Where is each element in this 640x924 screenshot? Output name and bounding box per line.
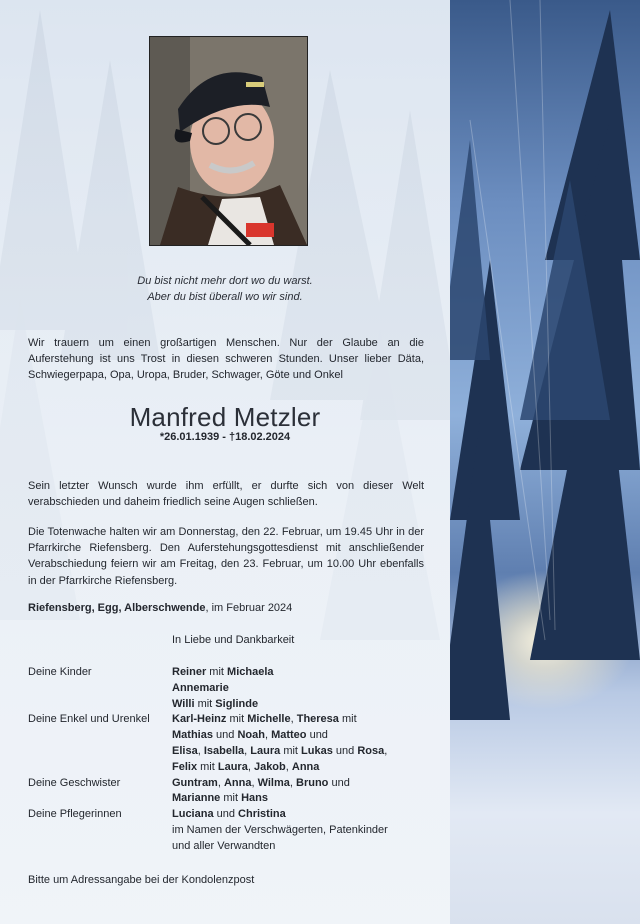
forest-image [450,0,640,924]
family-member-name: Elisa [172,745,198,757]
family-connector: , [285,760,292,773]
family-member-name: Willi [172,697,195,710]
date-text: , im Februar 2024 [205,602,293,614]
family-line [172,777,350,789]
family-connector: mit [220,792,242,805]
family-member-name: Theresa [296,713,339,726]
family-member-name: Reiner [172,666,207,678]
life-dates: *26.01.1939 - †18.02.2024 [159,431,291,443]
family-group-label: Deine Enkel und Urenkel [28,713,150,726]
forest-trees [450,0,640,924]
family-line [172,761,319,773]
family-connector: und [332,745,358,757]
family-member-name: Marianne [172,792,221,805]
family-member-name: Christina [238,808,286,821]
footer-note: Bitte um Adressangabe bei der Kondolenzpost [28,874,255,886]
family-member-name: Siglinde [215,697,259,710]
family-line [172,840,275,852]
family-connector: mit [197,760,218,773]
family-connector: , [244,745,251,757]
family-member-name: Matteo [271,729,307,742]
service-paragraph: Die Totenwache halten wir am Donnerstag, den 22. Februar, um 19.45 Uhr in der Pfarrkirche Riefensberg. Den Auferstehungsgottesdienst mit anschließender Verabschiedung feiern wir am Freitag, den 23. Februar, um 10.00 Uhr ebenfalls in der Pfarrkirche Riefensberg. [28,526,424,587]
family-line [172,666,274,678]
family-member-name: Felix [172,760,198,773]
family-connector: im Namen der Verschwägerten, Patenkinder [172,824,388,836]
family-member-name: Michelle [247,713,291,726]
family-connector: , [290,713,297,726]
family-group-label: Deine Pflegerinnen [28,808,122,821]
family-line [172,824,388,836]
family-member-name: Guntram [172,776,218,789]
love-line: In Liebe und Dankbarkeit [172,634,295,646]
family-connector: mit [226,713,248,726]
family-line [172,792,268,804]
family-member-name: Noah [237,729,265,742]
places: Riefensberg, Egg, Alberschwende [28,602,206,614]
family-group-label: Deine Kinder [28,666,92,678]
quote-line-2: Aber du bist überall wo wir sind. [147,291,303,303]
family-connector: , [264,729,272,742]
family-member-name: Hans [241,792,268,805]
family-member-name: Isabella [203,745,245,757]
family-member-name: Bruno [296,776,329,789]
family-member-name: Anna [223,776,252,789]
family-member-name: Laura [217,760,248,773]
family-connector: , [251,776,258,789]
family-line [172,745,387,757]
family-member-name: Michaela [227,666,274,678]
quote-line-1: Du bist nicht mehr dort wo du warst. [137,275,313,287]
family-line [172,729,328,741]
family-connector: mit [338,713,357,726]
family-connector: und [212,729,238,742]
family-member-name: Karl-Heinz [172,713,227,726]
family-member-name: Laura [250,745,281,757]
family-line [172,682,229,694]
family-member-name: Annemarie [172,681,229,694]
family-connector: , [289,776,297,789]
family-member-name: Rosa [357,745,385,757]
place-date-line [28,602,292,614]
family-group-label: Deine Geschwister [28,776,121,789]
family-connector: und aller Verwandten [172,839,276,852]
family-member-name: Wilma [257,776,290,789]
wish-paragraph: Sein letzter Wunsch wurde ihm erfüllt, er durfte sich von dieser Welt verabschieden und daheim friedlich seine Augen schließen. [28,480,424,509]
deceased-name: Manfred Metzler [129,402,321,432]
family-connector: , [197,745,204,757]
family-connector: mit [194,697,216,710]
family-connector: , [384,745,388,757]
family-connector: und [213,808,239,821]
family-connector: und [328,776,350,789]
family-member-name: Jakob [253,760,286,773]
family-line [172,713,357,725]
family-connector: und [306,729,328,742]
family-connector: , [247,760,254,773]
family-line [172,698,258,710]
family-member-name: Mathias [172,729,213,742]
family-connector: mit [206,666,228,678]
family-member-name: Anna [291,760,320,773]
family-member-name: Luciana [172,808,214,821]
family-line [172,808,286,820]
family-connector: , [217,776,224,789]
family-connector: mit [280,745,302,757]
intro-paragraph: Wir trauern um einen großartigen Menschen. Nur der Glaube an die Auferstehung ist uns Trost in diesen schweren Stunden. Unser lieber Däta, Schwiegerpapa, Opa, Uropa, Bruder, Schwager, Göte und Onkel [28,337,424,382]
family-member-name: Lukas [301,745,333,757]
